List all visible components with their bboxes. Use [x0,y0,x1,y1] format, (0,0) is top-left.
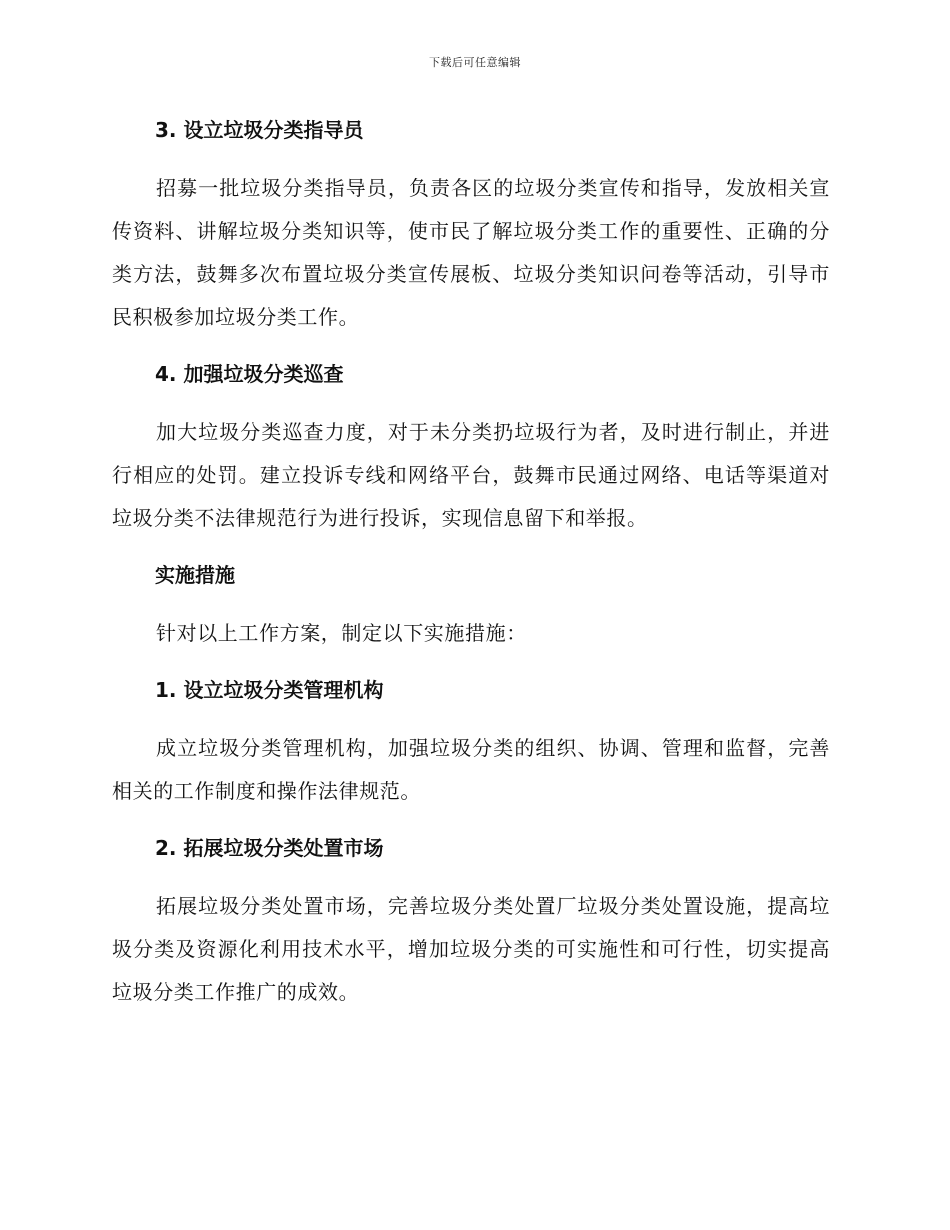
section-heading-3: 3. 设立垃圾分类指导员 [155,118,364,142]
section-paragraph-3: 招募一批垃圾分类指导员，负责各区的垃圾分类宣传和指导，发放相关宣传资料、讲解垃圾分类知识等，使市民了解垃圾分类工作的重要性、正确的分类方法，鼓舞多次布置垃圾分类宣传展板、垃圾分类知识问卷等活动，引导市民积极参加垃圾分类工作。 [112,176,830,329]
section-heading-1: 1. 设立垃圾分类管理机构 [155,678,384,702]
section-paragraph-4: 加大垃圾分类巡查力度，对于未分类扔垃圾行为者，及时进行制止，并进行相应的处罚。建立投诉专线和网络平台，鼓舞市民通过网络、电话等渠道对垃圾分类不法律规范行为进行投诉，实现信息留下和举报。 [112,420,830,530]
section-paragraph-measures: 针对以上工作方案，制定以下实施措施： [156,621,527,645]
header-note: 下载后可任意编辑 [429,56,521,69]
section-heading-measures: 实施措施 [155,563,235,587]
section-paragraph-1: 成立垃圾分类管理机构，加强垃圾分类的组织、协调、管理和监督，完善相关的工作制度和操作法律规范。 [112,736,830,803]
document-body [112,113,830,1014]
section-heading-4: 4. 加强垃圾分类巡查 [155,362,344,386]
section-heading-2: 2. 拓展垃圾分类处置市场 [155,836,384,860]
section-paragraph-2: 拓展垃圾分类处置市场，完善垃圾分类处置厂垃圾分类处置设施，提高垃圾分类及资源化利用技术水平，增加垃圾分类的可实施性和可行性，切实提高垃圾分类工作推广的成效。 [112,894,830,1004]
